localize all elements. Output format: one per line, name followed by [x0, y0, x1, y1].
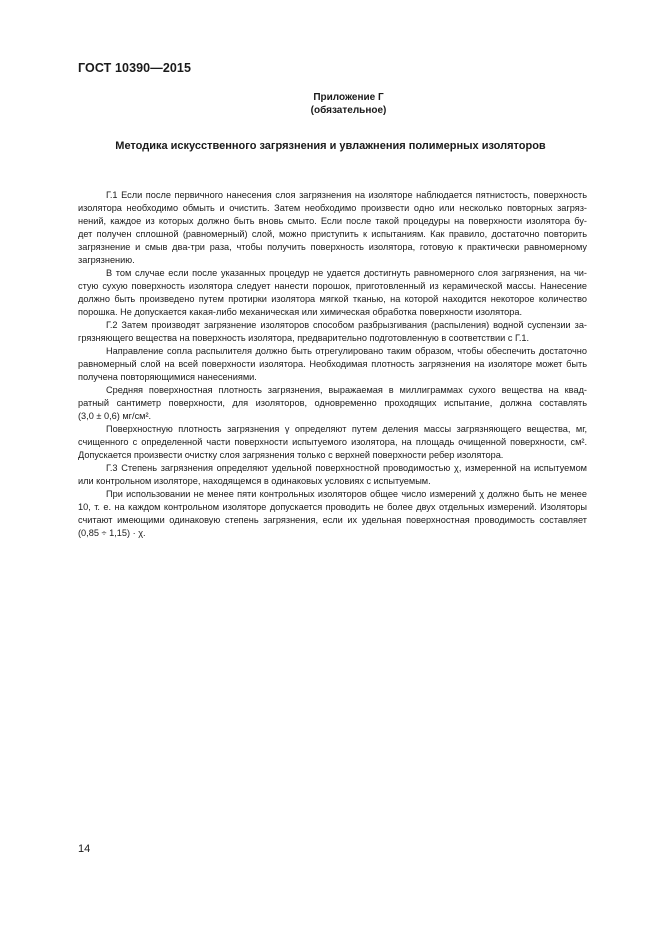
- text-line: (3,0 ± 0,6) мг/см².: [78, 411, 152, 421]
- section-title: Методика искусственного загрязнения и увлажнения полимерных изоляторов: [115, 140, 546, 152]
- text-line: получена повторяющимися нанесениями.: [78, 372, 257, 382]
- text-line: (0,85 ÷ 1,15) · χ.: [78, 528, 146, 538]
- text-line: Направление сопла распылителя должно быть отрегулировано таким образом, чтобы обеспечить достаточно: [106, 346, 587, 356]
- text-line: В том случае если после указанных процедур не удается достигнуть равномерного слоя загрязнения, на чи-: [106, 268, 587, 278]
- text-line: порошка. Не допускается какая-либо механическая или химическая обработка поверхности изолятора.: [78, 307, 523, 317]
- text-line: должно быть произведено путем протирки изолятора мягкой тканью, на которой находится некоторое количество: [78, 294, 587, 304]
- text-line: Допускается произвести очистку слоя загрязнения только с верхней поверхности ребер изолятора.: [78, 450, 504, 460]
- annex-label: Приложение Г: [313, 92, 384, 103]
- text-line: Г.1 Если после первичного нанесения слоя загрязнения на изоляторе наблюдается пятнистость, поверхность: [106, 190, 587, 200]
- text-line: стую сухую поверхность изолятора следует нанести порошок, приготовленный из керамической массы. Нанесение: [78, 281, 587, 291]
- text-line: равномерный слой на всей поверхности изолятора. Необходимая плотность загрязнения на изоляторе может быть: [78, 359, 587, 369]
- text-line: Г.3 Степень загрязнения определяют удельной поверхностной проводимостью χ, измеренной на испытуемом: [106, 463, 587, 473]
- text-line: Средняя поверхностная плотность загрязнения, выражаемая в миллиграммах сухого вещества на квад-: [106, 385, 587, 395]
- text-line: ратный сантиметр поверхности, для изоляторов, одновременно проходящих испытание, должна составлять: [78, 398, 587, 408]
- text-line: При использовании не менее пяти контрольных изоляторов общее число измерений χ должно быть не менее: [106, 489, 587, 499]
- text-line: загрязнение и смыв два-три раза, чтобы получить поверхность изолятора, готовую к практически равномерному: [78, 242, 587, 252]
- text-line: или контрольном изоляторе, находящемся в одинаковых условиях с испытуемым.: [78, 476, 431, 486]
- text-line: нений, каждое из которых должно быть вновь смыто. Если после такой процедуры на поверхности изолятора бу-: [78, 216, 587, 226]
- body-text: [78, 189, 587, 540]
- text-line: считают имеющими одинаковую степень загрязнения, если их удельная поверхностная проводимость составляет: [78, 515, 587, 525]
- text-line: загрязнению.: [78, 255, 135, 265]
- text-line: счищенного с определенной части поверхности испытуемого изолятора, на площадь очищенной поверхности, см².: [78, 437, 587, 447]
- page-number: 14: [78, 843, 91, 855]
- text-line: Поверхностную плотность загрязнения γ определяют путем деления массы загрязняющего вещества, мг,: [106, 424, 587, 434]
- document-code: ГОСТ 10390—2015: [78, 61, 192, 75]
- text-line: Г.2 Затем производят загрязнение изоляторов способом разбрызгивания (распыления) водной суспензии за-: [106, 320, 587, 330]
- text-line: грязняющего вещества на поверхность изолятора, предварительно подготовленную в соответствии с Г.1.: [78, 333, 530, 343]
- text-line: 10, т. е. на каждом контрольном изоляторе допускается проводить не более двух отдельных измерений. Изоляторы: [78, 502, 587, 512]
- annex-status: (обязательное): [310, 105, 387, 116]
- text-line: дет получен сплошной (равномерный) слой, можно приступить к испытаниям. Как правило, достаточно повторить: [78, 229, 587, 239]
- annex-heading: [0, 91, 661, 117]
- text-line: изолятора необходимо обмыть и очистить. Затем необходимо произвести одно или несколько повторных загряз-: [78, 203, 587, 213]
